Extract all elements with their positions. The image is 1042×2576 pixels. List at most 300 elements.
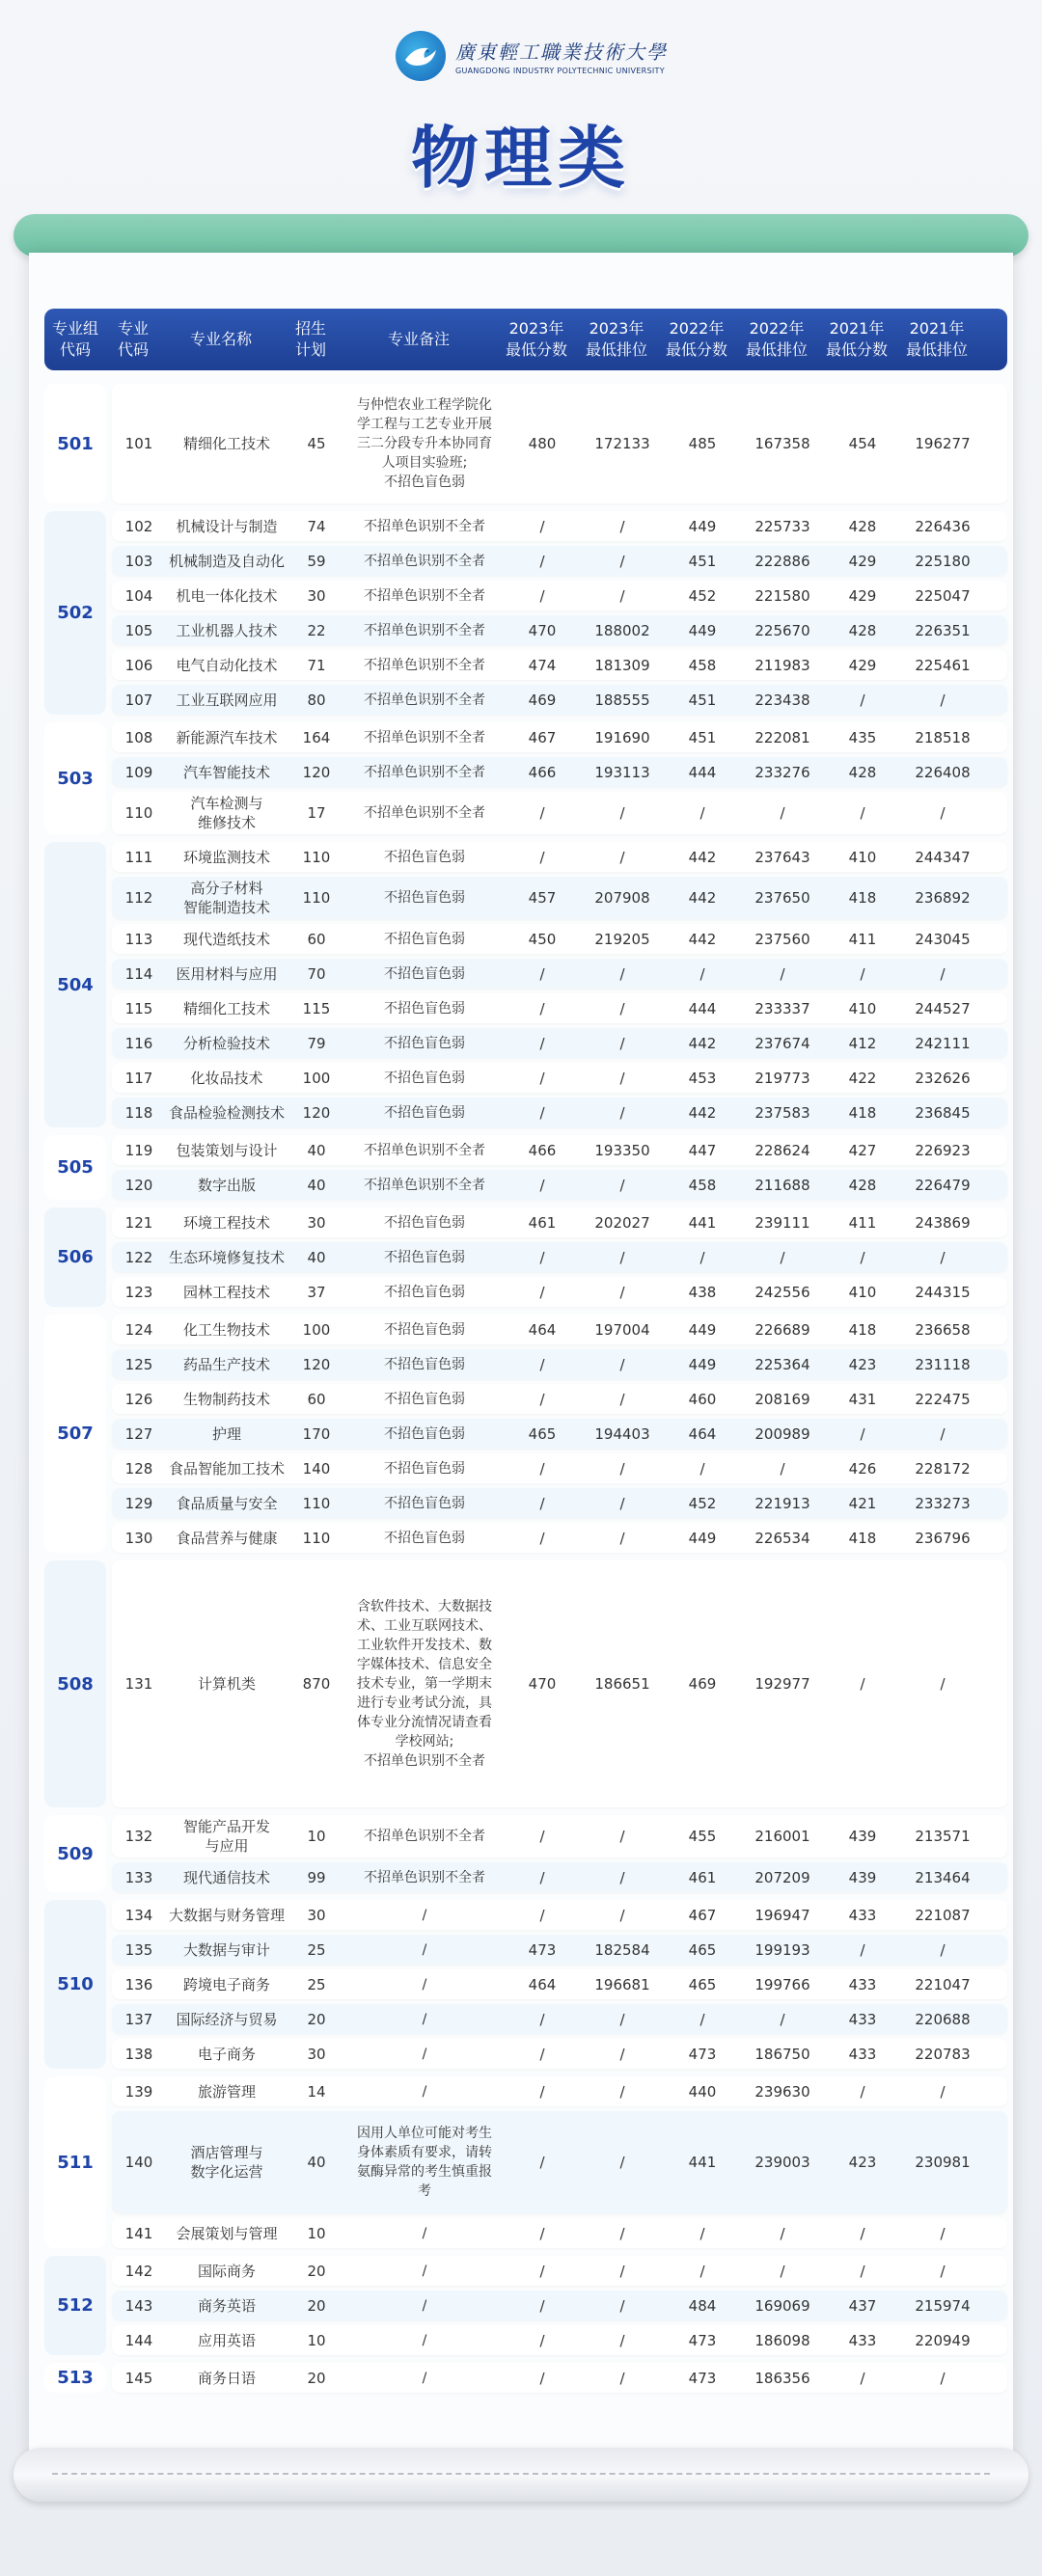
min-score-2022-cell: 460 xyxy=(688,1390,717,1408)
min-score-2022-cell: / xyxy=(699,964,705,983)
min-score-2022-cell: 444 xyxy=(688,763,717,781)
table-row xyxy=(112,1488,1007,1518)
page-title: 物理类 xyxy=(411,119,631,198)
table-row xyxy=(112,924,1007,954)
min-rank-2022-cell: 222081 xyxy=(754,728,810,746)
min-score-2023-cell: 470 xyxy=(528,621,557,639)
min-score-2023-cell: 474 xyxy=(528,656,557,674)
table-row xyxy=(112,1242,1007,1272)
min-score-2021-cell: 433 xyxy=(848,2331,877,2349)
program-group xyxy=(44,1135,1007,1200)
min-score-2022-cell: 451 xyxy=(688,691,717,709)
major-code-cell: 136 xyxy=(124,1975,153,1993)
remark-cell: / xyxy=(422,2046,427,2062)
min-score-2023-cell: 467 xyxy=(528,728,557,746)
major-code-cell: 143 xyxy=(124,2296,153,2315)
table-row xyxy=(112,722,1007,752)
logo-english-name: GUANGDONG INDUSTRY POLYTECHNIC UNIVERSITY xyxy=(455,67,665,75)
plan-cell: 20 xyxy=(307,2296,326,2315)
remark-cell: 不招单色识别不全者 xyxy=(364,657,485,673)
min-score-2023-cell: / xyxy=(539,2045,545,2063)
min-rank-2021-cell: / xyxy=(940,1248,946,1266)
major-name-cell: 计算机类 xyxy=(197,1675,256,1693)
min-rank-2021-cell: / xyxy=(940,691,946,709)
min-rank-2021-cell: 244315 xyxy=(915,1283,971,1301)
min-rank-2023-cell: / xyxy=(619,552,625,570)
min-score-2023-cell: 464 xyxy=(528,1975,557,1993)
min-score-2023-cell: / xyxy=(539,1390,545,1408)
major-code-cell: 116 xyxy=(124,1034,153,1052)
table-row xyxy=(112,1935,1007,1965)
min-rank-2021-cell: 230981 xyxy=(915,2154,971,2171)
program-group xyxy=(44,2256,1007,2355)
min-rank-2022-cell: 226689 xyxy=(754,1320,810,1339)
min-score-2023-cell: 461 xyxy=(528,1213,557,1232)
min-rank-2023-cell: / xyxy=(619,804,625,822)
min-rank-2021-cell: 226436 xyxy=(915,517,971,535)
major-code-cell: 114 xyxy=(124,964,153,983)
remark-cell: 不招色盲色弱 xyxy=(384,849,465,865)
min-score-2022-cell: 465 xyxy=(688,1940,717,1959)
min-rank-2023-cell: 197004 xyxy=(594,1320,650,1339)
min-score-2021-cell: 412 xyxy=(848,1034,877,1052)
major-code-cell: 105 xyxy=(124,621,153,639)
major-name-cell: 旅游管理 xyxy=(197,2082,256,2101)
plan-cell: 100 xyxy=(302,1069,331,1087)
min-score-2023-cell: / xyxy=(539,1176,545,1194)
min-rank-2021-cell: 213571 xyxy=(915,1828,971,1845)
logo-chinese-name: 廣東輕工職業技術大學 xyxy=(455,41,668,64)
min-rank-2022-cell: 239630 xyxy=(754,2082,810,2101)
min-score-2021-cell: 426 xyxy=(848,1459,877,1478)
min-rank-2023-cell: / xyxy=(619,1283,625,1301)
min-rank-2022-cell: 222886 xyxy=(754,552,810,570)
min-rank-2022-cell: 186356 xyxy=(754,2369,810,2387)
min-rank-2023-cell: / xyxy=(619,2296,625,2315)
remark-cell: 不招单色识别不全者 xyxy=(364,764,485,780)
major-code-cell: 138 xyxy=(124,2045,153,2063)
min-rank-2022-cell: 167358 xyxy=(754,435,810,452)
plan-cell: 100 xyxy=(302,1320,331,1339)
major-code-cell: 112 xyxy=(124,889,153,907)
major-name-cell: 环境监测技术 xyxy=(182,848,270,866)
min-rank-2021-cell: 221047 xyxy=(915,1975,971,1993)
plan-cell: 115 xyxy=(302,999,331,1017)
remark-cell: 不招单色识别不全者 xyxy=(364,518,485,534)
min-score-2023-cell: / xyxy=(539,2082,545,2101)
min-score-2021-cell: / xyxy=(860,2224,865,2242)
table-row xyxy=(112,650,1007,680)
min-score-2023-cell: 450 xyxy=(528,930,557,948)
plan-cell: 25 xyxy=(307,1975,326,1993)
min-score-2023-cell: / xyxy=(539,964,545,983)
plan-cell: 60 xyxy=(307,1390,326,1408)
major-name-cell: 国际经济与贸易 xyxy=(176,2010,278,2028)
table-row xyxy=(112,2218,1007,2248)
min-rank-2022-cell: 196947 xyxy=(754,1906,810,1924)
min-rank-2023-cell: / xyxy=(619,1494,625,1512)
min-rank-2023-cell: 193350 xyxy=(594,1141,650,1159)
min-rank-2022-cell: 219773 xyxy=(754,1069,810,1087)
min-score-2022-cell: 451 xyxy=(688,552,717,570)
remark-cell: 与仲恺农业工程学院化学工程与工艺专业开展三二分段专升本协同育人项目实验班; 不招色盲色弱 xyxy=(357,397,492,490)
min-score-2022-cell: 442 xyxy=(688,1103,717,1122)
group-code: 506 xyxy=(44,1207,106,1307)
min-score-2021-cell: 431 xyxy=(848,1390,877,1408)
min-score-2022-cell: 469 xyxy=(688,1675,717,1693)
table-row xyxy=(112,959,1007,989)
plan-cell: 164 xyxy=(302,728,331,746)
major-name-cell: 大数据与审计 xyxy=(182,1940,270,1959)
table-row xyxy=(112,1523,1007,1553)
min-score-2023-cell: 464 xyxy=(528,1320,557,1339)
program-group xyxy=(44,1560,1007,1807)
min-rank-2022-cell: 208169 xyxy=(754,1390,810,1408)
min-rank-2021-cell: / xyxy=(940,1940,946,1959)
min-rank-2023-cell: / xyxy=(619,1355,625,1373)
major-name-cell: 电子商务 xyxy=(197,2045,256,2063)
min-rank-2021-cell: 236658 xyxy=(915,1320,971,1339)
min-score-2023-cell: / xyxy=(539,1529,545,1547)
min-score-2023-cell: / xyxy=(539,552,545,570)
min-score-2021-cell: 423 xyxy=(848,2154,877,2171)
major-name-cell: 工业互联网应用 xyxy=(176,691,278,709)
min-rank-2021-cell: / xyxy=(940,1424,946,1443)
min-rank-2022-cell: 221913 xyxy=(754,1494,810,1512)
min-rank-2022-cell: 199193 xyxy=(754,1940,810,1959)
min-rank-2023-cell: / xyxy=(619,2154,625,2171)
min-score-2021-cell: 433 xyxy=(848,1975,877,1993)
min-rank-2021-cell: 220688 xyxy=(915,2010,971,2028)
min-rank-2021-cell: 221087 xyxy=(915,1906,971,1924)
major-code-cell: 140 xyxy=(124,2154,153,2171)
major-name-cell: 医用材料与应用 xyxy=(176,964,278,983)
min-score-2023-cell: 466 xyxy=(528,1141,557,1159)
min-score-2022-cell: 449 xyxy=(688,1529,717,1547)
header-cell: 2021年 最低分数 xyxy=(825,319,888,359)
min-score-2022-cell: 440 xyxy=(688,2082,717,2101)
remark-cell: 不招色盲色弱 xyxy=(384,1530,465,1546)
min-score-2022-cell: / xyxy=(699,2224,705,2242)
min-rank-2021-cell: 236796 xyxy=(915,1529,971,1547)
major-code-cell: 120 xyxy=(124,1176,153,1194)
plan-cell: 14 xyxy=(307,2082,326,2101)
min-score-2021-cell: 411 xyxy=(848,930,877,948)
min-score-2021-cell: 421 xyxy=(848,1494,877,1512)
plan-cell: 80 xyxy=(307,691,326,709)
min-score-2023-cell: 457 xyxy=(528,889,557,907)
table-row xyxy=(112,1028,1007,1058)
plan-cell: 22 xyxy=(307,621,326,639)
min-score-2023-cell: / xyxy=(539,1069,545,1087)
plan-cell: 40 xyxy=(307,1248,326,1266)
table-row xyxy=(112,1098,1007,1127)
major-code-cell: 133 xyxy=(124,1868,153,1886)
min-rank-2021-cell: 233273 xyxy=(915,1494,971,1512)
min-score-2022-cell: 465 xyxy=(688,1975,717,1993)
bird-logo-icon xyxy=(396,31,446,81)
min-rank-2023-cell: / xyxy=(619,517,625,535)
remark-cell: 不招单色识别不全者 xyxy=(364,805,485,821)
min-rank-2023-cell: / xyxy=(619,2262,625,2280)
major-name-cell: 化妆品技术 xyxy=(190,1069,263,1087)
major-name-cell: 精细化工技术 xyxy=(182,999,270,1017)
plan-cell: 120 xyxy=(302,763,331,781)
min-rank-2021-cell: / xyxy=(940,1675,946,1693)
min-rank-2023-cell: / xyxy=(619,1248,625,1266)
remark-cell: 不招单色识别不全者 xyxy=(364,1177,485,1193)
min-score-2023-cell: / xyxy=(539,1283,545,1301)
group-code: 512 xyxy=(44,2256,106,2355)
min-rank-2023-cell: / xyxy=(619,1459,625,1478)
min-score-2023-cell: 480 xyxy=(528,435,557,452)
remark-cell: 不招色盲色弱 xyxy=(384,931,465,947)
min-rank-2022-cell: / xyxy=(780,2010,785,2028)
remark-cell: 不招色盲色弱 xyxy=(384,1284,465,1300)
min-score-2022-cell: 447 xyxy=(688,1141,717,1159)
min-rank-2023-cell: / xyxy=(619,2082,625,2101)
remark-cell: / xyxy=(422,2332,427,2348)
min-rank-2022-cell: / xyxy=(780,2262,785,2280)
plan-cell: 140 xyxy=(302,1459,331,1478)
min-score-2021-cell: / xyxy=(860,2262,865,2280)
min-rank-2022-cell: / xyxy=(780,804,785,822)
min-score-2023-cell: 473 xyxy=(528,1940,557,1959)
major-code-cell: 141 xyxy=(124,2224,153,2242)
min-rank-2022-cell: 237650 xyxy=(754,889,810,907)
min-score-2022-cell: 442 xyxy=(688,1034,717,1052)
remark-cell: 不招色盲色弱 xyxy=(384,1425,465,1442)
table-row xyxy=(112,842,1007,872)
min-rank-2021-cell: 225180 xyxy=(915,552,971,570)
table-row xyxy=(112,1560,1007,1807)
min-score-2021-cell: 439 xyxy=(848,1868,877,1886)
min-score-2021-cell: 422 xyxy=(848,1069,877,1087)
min-rank-2023-cell: / xyxy=(619,2224,625,2242)
major-name-cell: 生态环境修复技术 xyxy=(168,1248,285,1266)
min-score-2023-cell: 466 xyxy=(528,763,557,781)
min-score-2021-cell: / xyxy=(860,804,865,822)
min-score-2023-cell: 470 xyxy=(528,1675,557,1693)
min-score-2023-cell: 469 xyxy=(528,691,557,709)
min-score-2022-cell: 485 xyxy=(688,435,717,452)
table-row xyxy=(112,1815,1007,1857)
table-row xyxy=(112,1384,1007,1414)
min-score-2022-cell: / xyxy=(699,2010,705,2028)
min-score-2023-cell: / xyxy=(539,1494,545,1512)
group-code: 511 xyxy=(44,2076,106,2248)
plan-cell: 30 xyxy=(307,2045,326,2063)
min-score-2022-cell: 453 xyxy=(688,1069,717,1087)
min-score-2022-cell: 449 xyxy=(688,621,717,639)
min-score-2021-cell: 433 xyxy=(848,2045,877,2063)
group-code: 501 xyxy=(44,384,106,503)
major-code-cell: 119 xyxy=(124,1141,153,1159)
min-score-2022-cell: 451 xyxy=(688,728,717,746)
min-score-2023-cell: / xyxy=(539,999,545,1017)
min-score-2022-cell: 473 xyxy=(688,2331,717,2349)
min-rank-2022-cell: 242556 xyxy=(754,1283,810,1301)
min-score-2022-cell: 458 xyxy=(688,1176,717,1194)
remark-cell: / xyxy=(422,2370,427,2386)
major-name-cell: 护理 xyxy=(211,1424,241,1443)
major-name-cell: 机械制造及自动化 xyxy=(168,552,285,570)
major-code-cell: 145 xyxy=(124,2369,153,2387)
plan-cell: 74 xyxy=(307,517,326,535)
min-rank-2021-cell: / xyxy=(940,2369,946,2387)
min-score-2021-cell: 429 xyxy=(848,656,877,674)
plan-cell: 25 xyxy=(307,1940,326,1959)
major-name-cell: 食品营养与健康 xyxy=(176,1529,278,1547)
table-row xyxy=(112,1135,1007,1165)
min-score-2022-cell: / xyxy=(699,2262,705,2280)
min-rank-2022-cell: 200989 xyxy=(754,1424,810,1443)
min-rank-2021-cell: 220783 xyxy=(915,2045,971,2063)
min-score-2022-cell: 452 xyxy=(688,1494,717,1512)
min-rank-2022-cell: 223438 xyxy=(754,691,810,709)
header-cell: 2022年 最低分数 xyxy=(665,319,727,359)
plan-cell: 20 xyxy=(307,2262,326,2280)
remark-cell: 不招单色识别不全者 xyxy=(364,691,485,708)
remark-cell: 不招单色识别不全者 xyxy=(364,622,485,638)
table-row xyxy=(112,993,1007,1023)
remark-cell: 不招单色识别不全者 xyxy=(364,587,485,604)
major-code-cell: 130 xyxy=(124,1529,153,1547)
table-row xyxy=(112,1862,1007,1892)
header-cell: 专业备注 xyxy=(387,330,450,348)
plan-cell: 40 xyxy=(307,1141,326,1159)
plan-cell: 70 xyxy=(307,964,326,983)
min-rank-2023-cell: / xyxy=(619,2369,625,2387)
major-code-cell: 127 xyxy=(124,1424,153,1443)
table-row xyxy=(112,1900,1007,1930)
min-score-2021-cell: / xyxy=(860,1675,865,1693)
min-rank-2022-cell: 233337 xyxy=(754,999,810,1017)
min-score-2021-cell: 418 xyxy=(848,889,877,907)
min-rank-2021-cell: 228172 xyxy=(915,1459,971,1478)
major-code-cell: 144 xyxy=(124,2331,153,2349)
min-rank-2022-cell: 186750 xyxy=(754,2045,810,2063)
major-code-cell: 131 xyxy=(124,1675,153,1693)
major-code-cell: 106 xyxy=(124,656,153,674)
min-rank-2023-cell: / xyxy=(619,2010,625,2028)
min-score-2023-cell: / xyxy=(539,517,545,535)
min-rank-2022-cell: / xyxy=(780,2224,785,2242)
group-code: 510 xyxy=(44,1900,106,2069)
major-name-cell: 商务英语 xyxy=(197,2296,256,2315)
major-code-cell: 117 xyxy=(124,1069,153,1087)
min-rank-2021-cell: 236845 xyxy=(915,1103,971,1122)
min-score-2021-cell: 428 xyxy=(848,621,877,639)
table-row xyxy=(112,792,1007,834)
min-score-2022-cell: 455 xyxy=(688,1828,717,1845)
min-score-2021-cell: 428 xyxy=(848,763,877,781)
major-name-cell: 生物制药技术 xyxy=(182,1390,270,1408)
major-name-cell: 大数据与财务管理 xyxy=(168,1906,285,1924)
table-row xyxy=(112,1453,1007,1483)
min-score-2021-cell: 454 xyxy=(848,435,877,452)
remark-cell: / xyxy=(422,1976,427,1993)
plan-cell: 30 xyxy=(307,586,326,605)
major-code-cell: 124 xyxy=(124,1320,153,1339)
plan-cell: 17 xyxy=(307,804,326,822)
plan-cell: 99 xyxy=(307,1868,326,1886)
min-score-2021-cell: 410 xyxy=(848,999,877,1017)
min-score-2022-cell: 442 xyxy=(688,889,717,907)
table-row xyxy=(112,757,1007,787)
min-score-2021-cell: 428 xyxy=(848,1176,877,1194)
min-rank-2023-cell: 193113 xyxy=(594,763,650,781)
min-score-2023-cell: / xyxy=(539,2010,545,2028)
program-group xyxy=(44,384,1007,503)
major-code-cell: 121 xyxy=(124,1213,153,1232)
min-rank-2021-cell: 226408 xyxy=(915,763,971,781)
min-score-2023-cell: / xyxy=(539,1828,545,1845)
min-score-2023-cell: / xyxy=(539,848,545,866)
major-code-cell: 111 xyxy=(124,848,153,866)
min-score-2022-cell: 461 xyxy=(688,1868,717,1886)
min-score-2022-cell: / xyxy=(699,804,705,822)
header-cell: 2023年 最低分数 xyxy=(505,319,567,359)
major-code-cell: 123 xyxy=(124,1283,153,1301)
min-rank-2023-cell: / xyxy=(619,1868,625,1886)
min-score-2022-cell: 441 xyxy=(688,1213,717,1232)
min-score-2022-cell: 441 xyxy=(688,2154,717,2171)
program-group xyxy=(44,1207,1007,1307)
major-code-cell: 129 xyxy=(124,1494,153,1512)
major-name-cell: 会展策划与管理 xyxy=(176,2224,278,2242)
header-cell: 专业名称 xyxy=(189,330,252,348)
major-name-cell: 酒店管理与 数字化运营 xyxy=(190,2144,263,2181)
min-score-2021-cell: 433 xyxy=(848,1906,877,1924)
min-rank-2021-cell: 242111 xyxy=(915,1034,971,1052)
min-score-2022-cell: 442 xyxy=(688,930,717,948)
min-score-2021-cell: 429 xyxy=(848,552,877,570)
min-score-2023-cell: / xyxy=(539,2296,545,2315)
min-score-2021-cell: 437 xyxy=(848,2296,877,2315)
major-code-cell: 125 xyxy=(124,1355,153,1373)
major-code-cell: 137 xyxy=(124,2010,153,2028)
table-row xyxy=(112,511,1007,541)
group-code: 502 xyxy=(44,511,106,715)
min-score-2021-cell: 411 xyxy=(848,1213,877,1232)
plan-cell: 71 xyxy=(307,656,326,674)
min-rank-2022-cell: 239111 xyxy=(754,1213,810,1232)
header-cell: 专业组 代码 xyxy=(51,319,98,359)
group-code: 505 xyxy=(44,1135,106,1200)
min-rank-2023-cell: / xyxy=(619,1828,625,1845)
major-name-cell: 电气自动化技术 xyxy=(176,656,278,674)
major-name-cell: 商务日语 xyxy=(197,2369,256,2387)
remark-cell: 不招色盲色弱 xyxy=(384,1249,465,1265)
group-code: 503 xyxy=(44,722,106,834)
major-code-cell: 107 xyxy=(124,691,153,709)
remark-cell: 不招色盲色弱 xyxy=(384,1460,465,1477)
major-name-cell: 分析检验技术 xyxy=(182,1034,270,1052)
plan-cell: 120 xyxy=(302,1355,331,1373)
plan-cell: 40 xyxy=(307,2154,326,2171)
min-rank-2021-cell: / xyxy=(940,804,946,822)
remark-cell: 不招色盲色弱 xyxy=(384,1495,465,1511)
min-score-2022-cell: 438 xyxy=(688,1283,717,1301)
header-cell: 招生 计划 xyxy=(294,319,326,359)
min-score-2021-cell: 439 xyxy=(848,1828,877,1845)
min-score-2021-cell: / xyxy=(860,691,865,709)
program-group xyxy=(44,1815,1007,1892)
remark-cell: 不招色盲色弱 xyxy=(384,1035,465,1051)
min-score-2021-cell: 423 xyxy=(848,1355,877,1373)
min-score-2022-cell: 484 xyxy=(688,2296,717,2315)
